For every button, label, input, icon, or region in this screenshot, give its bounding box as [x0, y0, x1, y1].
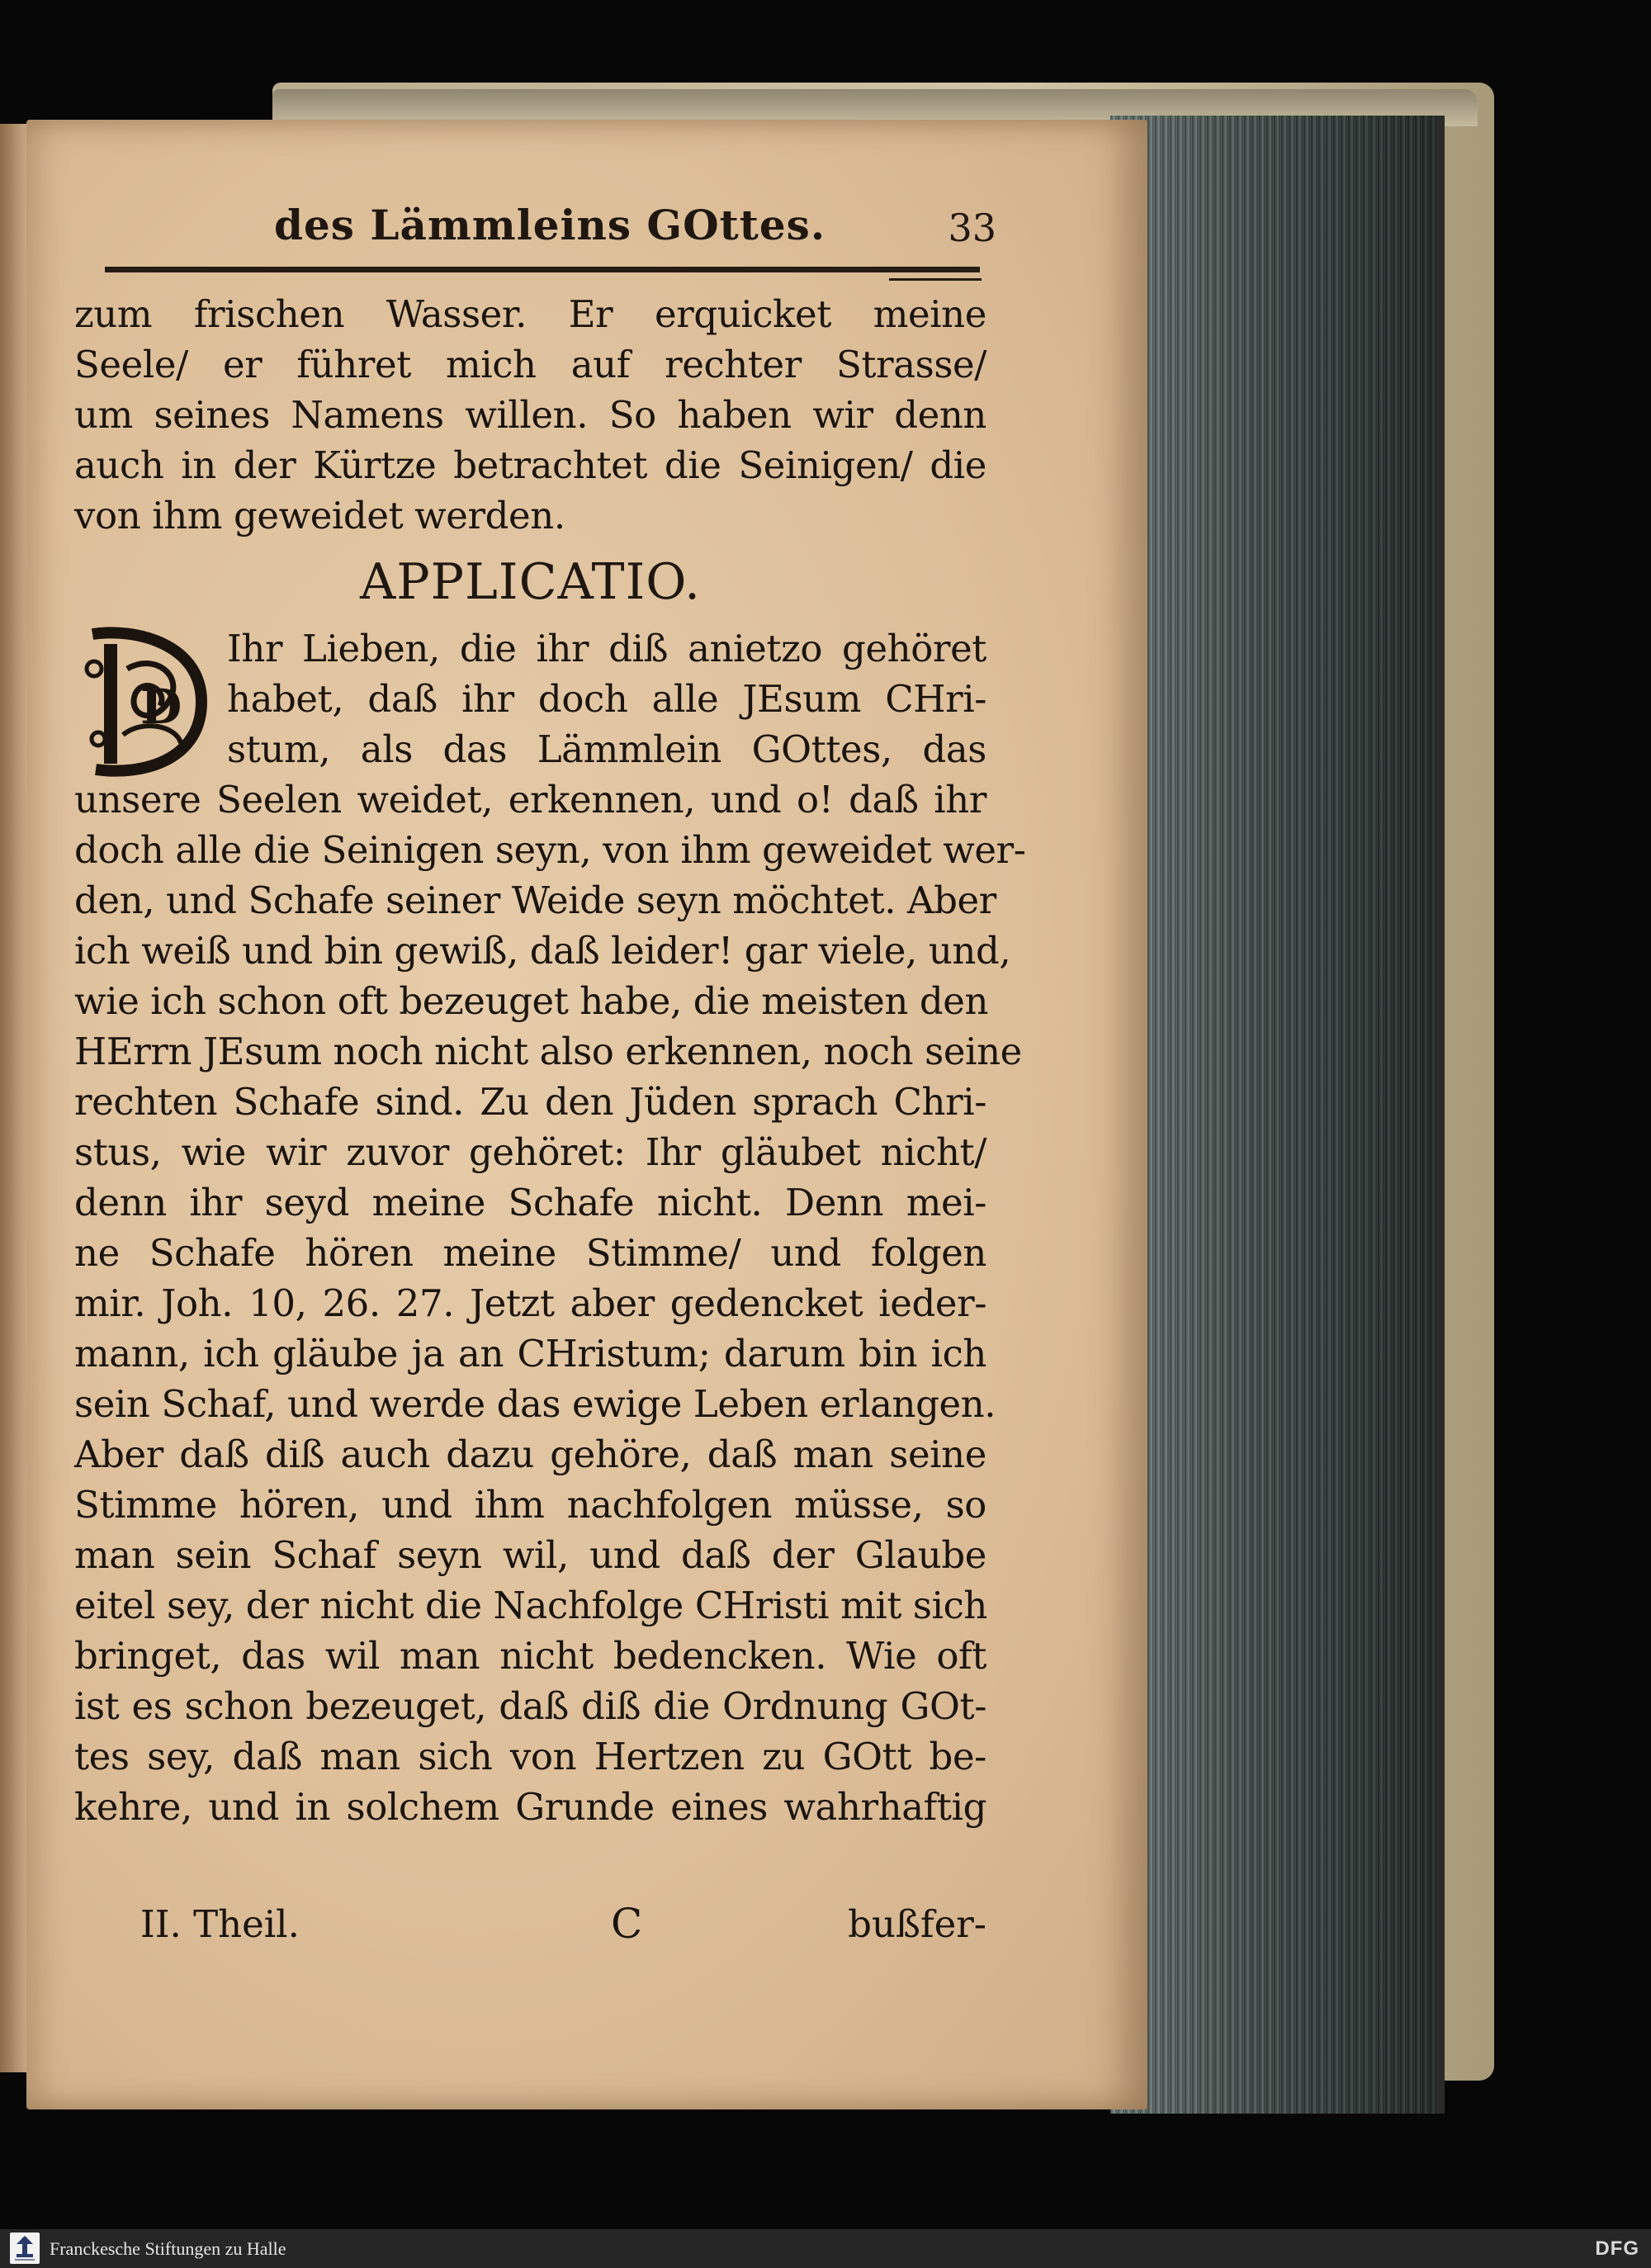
text-line: mann, ich gläube ja an CHristum; darum bin ich	[74, 1332, 986, 1375]
text-line: stum, als das Lämmlein GOttes, das	[227, 727, 986, 771]
text-line: doch alle die Seinigen seyn, von ihm geweidet wer-	[74, 828, 1026, 872]
text-line: sein Schaf, und werde das ewige Leben erlangen.	[74, 1382, 996, 1426]
text-line: rechten Schafe sind. Zu den Jüden sprach Chri-	[74, 1080, 986, 1124]
text-line: ist es schon bezeuget, daß diß die Ordnung GOt-	[74, 1684, 986, 1728]
text-line: Seele/ er führet mich auf rechter Strasse/	[74, 343, 986, 386]
text-line: Aber daß diß auch dazu gehöre, daß man seine	[74, 1432, 986, 1476]
text-line: um seines Namens willen. So haben wir denn	[74, 393, 986, 437]
text-line: habet, daß ihr doch alle JEsum CHri-	[227, 677, 986, 721]
text-line: unsere Seelen weidet, erkennen, und o! daß ihr	[74, 778, 986, 821]
text-line: kehre, und in solchem Grunde eines wahrhaftig	[74, 1785, 986, 1829]
text-line: Stimme hören, und ihm nachfolgen müsse, so	[74, 1483, 986, 1527]
text-line: denn ihr seyd meine Schafe nicht. Denn mei-	[74, 1181, 986, 1224]
text-line: ne Schafe hören meine Stimme/ und folgen	[74, 1231, 986, 1275]
opening-text	[74, 289, 986, 541]
text-line: Ihr Lieben, die ihr diß anietzo gehöret	[227, 627, 986, 670]
text-line: man sein Schaf seyn wil, und daß der Glaube	[74, 1533, 986, 1577]
text-line: auch in der Kürtze betrachtet die Seinigen/ die	[74, 443, 986, 487]
page-footer	[74, 1899, 986, 1949]
signature-mark: C	[611, 1900, 643, 1948]
running-title: des Lämmleins GOttes.	[274, 201, 826, 249]
application-paragraph	[74, 623, 1026, 1832]
institution-name-link[interactable]: Franckesche Stiftungen zu Halle	[50, 2238, 286, 2259]
header-rule-secondary	[889, 278, 982, 281]
text-line: von ihm geweidet werden.	[74, 494, 565, 537]
text-line: eitel sey, der nicht die Nachfolge CHristi mit sich	[74, 1584, 987, 1627]
signature-line: II. Theil.	[140, 1902, 300, 1946]
institution-logo-icon[interactable]	[10, 2232, 40, 2264]
text-line: bringet, das wil man nicht bedencken. Wie oft	[74, 1634, 986, 1678]
text-line: wie ich schon oft bezeuget habe, die meisten den	[74, 979, 989, 1023]
text-line: mir. Joh. 10, 26. 27. Jetzt aber gedencket ieder-	[74, 1281, 986, 1325]
text-line: ich weiß und bin gewiß, daß leider! gar viele, und,	[74, 929, 1011, 973]
text-line: zum frischen Wasser. Er erquicket meine	[74, 292, 986, 336]
page-block-edges	[1110, 116, 1445, 2114]
text-line: HErrn JEsum noch nicht also erkennen, noch seine	[74, 1030, 1022, 1073]
catchword: bußfer-	[848, 1902, 986, 1946]
initial-letter: D	[140, 679, 182, 735]
section-heading: APPLICATIO.	[359, 553, 702, 611]
viewer-footer-bar	[0, 2229, 1651, 2268]
running-head	[105, 194, 996, 260]
text-line: tes sey, daß man sich von Hertzen zu GOtt be-	[74, 1735, 986, 1778]
text-line: stus, wie wir zuvor gehöret: Ihr gläubet nicht/	[74, 1130, 986, 1174]
dfg-logo-link[interactable]: DFG	[1595, 2237, 1639, 2260]
page-number: 33	[948, 206, 996, 250]
book-page	[26, 120, 1147, 2109]
text-line: den, und Schafe seiner Weide seyn möchtet. Aber	[74, 878, 996, 922]
header-rule	[105, 267, 980, 272]
